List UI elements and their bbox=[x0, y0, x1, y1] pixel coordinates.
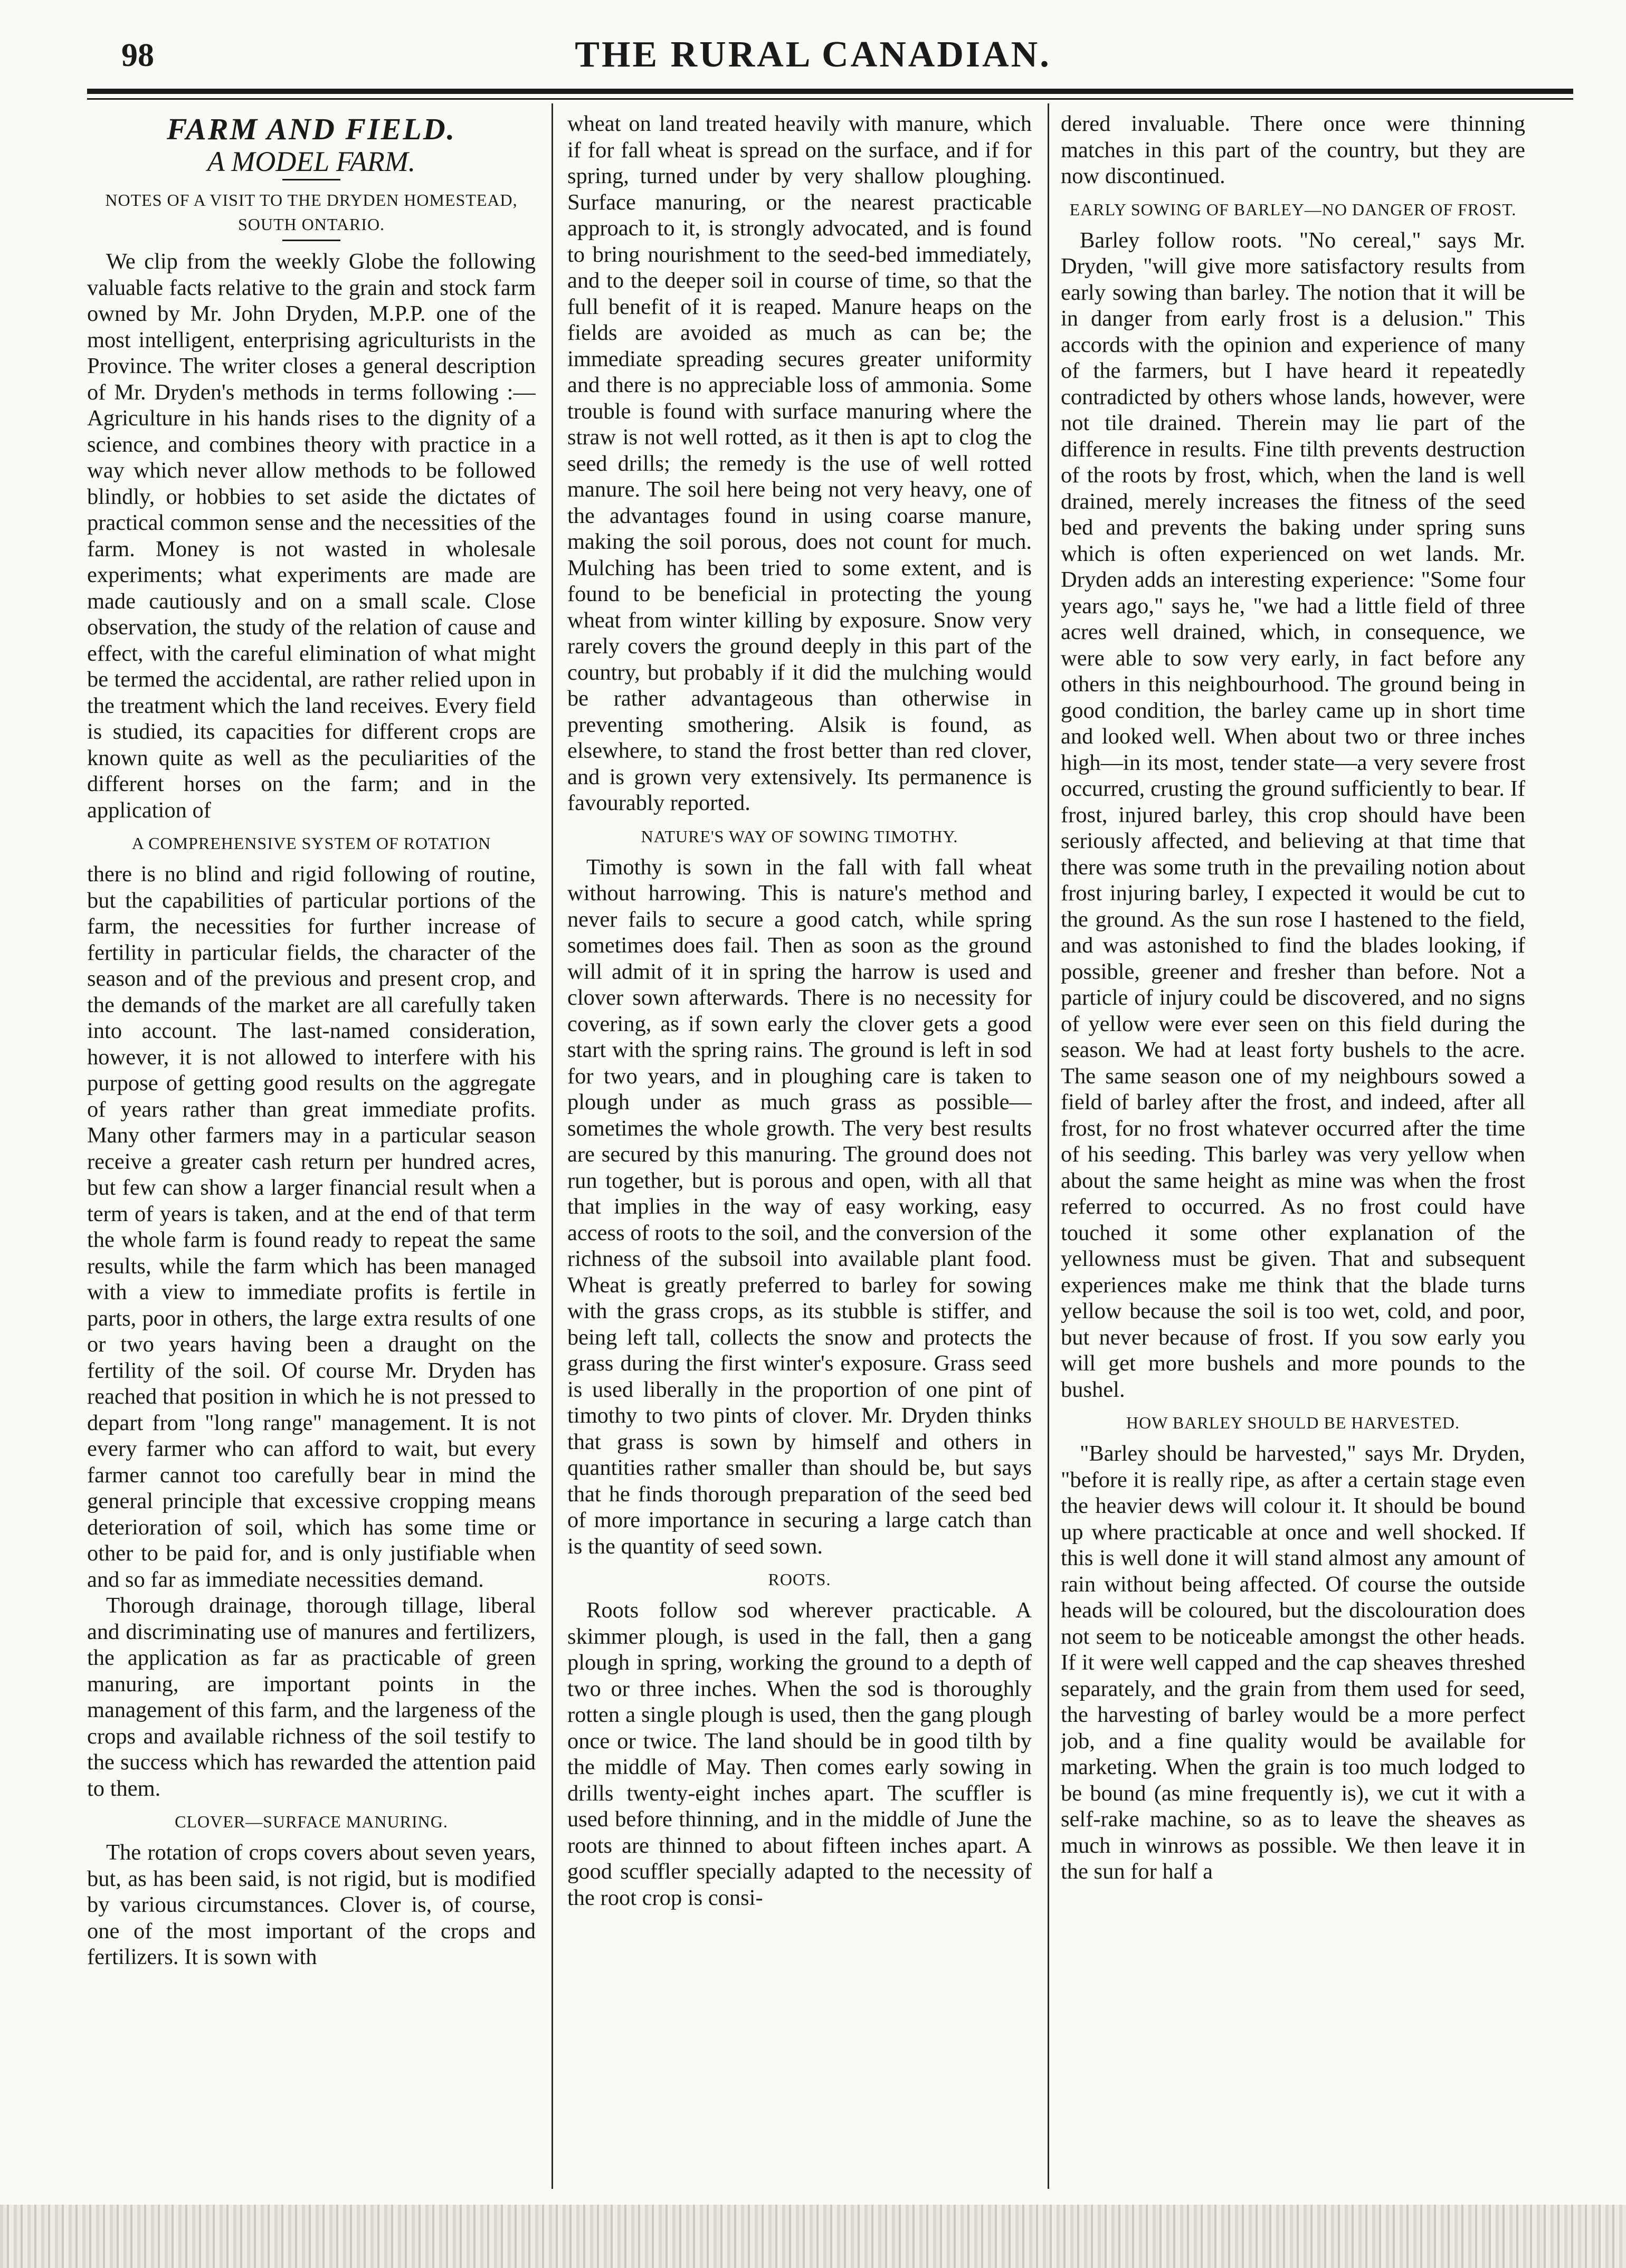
paragraph: Thorough drainage, thorough tillage, liberal and discriminating use of manures and fertilizers, the application as far as practicable of green manuring, are important points in the management of this farm, and the largeness of the crops and available richness of the soil testify to the success which has rewarded the attention paid to them. bbox=[87, 1593, 536, 1801]
subheading: EARLY SOWING OF BARLEY—NO DANGER OF FROST. bbox=[1069, 199, 1517, 219]
column-1 bbox=[87, 111, 536, 2184]
paragraph: Timothy is sown in the fall with fall wheat without harrowing. This is nature's method and never fails to secure a good catch, while spring sometimes does fail. Then as soon as the ground will admit of it in spring the harrow is used and clover sown afterwards. There is no necessity for covering, as if sown early the clover gets a good start with the spring rains. The ground is left in sod for two years, and in ploughing care is taken to plough under as much grass as possible—sometimes the whole growth. The very best results are secured by this manuring. The ground does not run together, but is porous and open, with all that that implies in the way of easy working, easy access of roots to the soil, and the conversion of the richness of the subsoil into available plant food. Wheat is greatly preferred to barley for sowing with the grass crops, as its stubble is stiffer, and being left tall, collects the snow and protects the grass during the first winter's exposure. Grass seed is used liberally in the proportion of one pint of timothy to two pints of clover. Mr. Dryden thinks that grass is sown by himself and others in quantities rather smaller than should be, but says that he finds thorough preparation of the seed bed of more importance in securing a large catch than is the quantity of seed sown. bbox=[567, 854, 1032, 1559]
subheading: A COMPREHENSIVE SYSTEM OF ROTATION bbox=[131, 834, 491, 853]
paragraph: The rotation of crops covers about seven years, but, as has been said, is not rigid, but is modified by various circumstances. Clover is, of course, one of the most important of the crops and fertilizers. It is sown with bbox=[87, 1840, 536, 1969]
page-number: 98 bbox=[121, 37, 154, 73]
column-3 bbox=[1061, 111, 1525, 2184]
paragraph: "Barley should be harvested," says Mr. Dryden, "before it is really ripe, as after a certain stage even the heavier dews will colour it. It should be bound up where practicable at once and well shocked. If this is well done it will stand almost any amount of rain without being affected. Of course the outside heads will be coloured, but the discolouration does not seem to be noticeable amongst the other heads. If it were well capped and the cap sheaves threshed separately, and the grain from them used for seed, the harvesting of barley would be a more perfect job, and a fine quality would be available for marketing. When the grain is too much lodged to be bound (as mine frequently is), we cut it with a self-rake machine, so as to leave the sheaves as much in winrows as possible. We then leave it in the sun for half a bbox=[1061, 1441, 1525, 1884]
paragraph: wheat on land treated heavily with manure, which if for fall wheat is spread on the surface, and if for spring, turned under by very shallow ploughing. Surface manuring, or the nearest practicable approach to it, is strongly advocated, and is found to bring nourishment to the seed-bed immediately, and to the deeper soil in course of time, so that the full benefit of it is reaped. Manure heaps on the fields are avoided as much as can be; the immediate spreading secures greater uniformity and there is no appreciable loss of ammonia. Some trouble is found with surface manuring where the straw is not well rotted, as it then is apt to clog the seed drills; the remedy is the use of well rotted manure. The soil here being not very heavy, one of the advantages found in using coarse manure, making the soil porous, does not count for much. Mulching has been tried to some extent, and is found to be beneficial in protecting the young wheat from winter killing by exposure. Snow very rarely covers the ground deeply in this part of the country, but probably if it did the mulching would be rather advantageous than otherwise in preventing smothering. Alsik is found, as elsewhere, to stand the frost better than red clover, and is grown very extensively. Its permanence is favourably reported. bbox=[567, 111, 1032, 815]
subheading: HOW BARLEY SHOULD BE HARVESTED. bbox=[1126, 1413, 1460, 1432]
subheading: ROOTS. bbox=[768, 1570, 831, 1589]
divider-rule bbox=[282, 179, 340, 180]
subheading: NATURE'S WAY OF SOWING TIMOTHY. bbox=[641, 826, 958, 846]
header-rule-thick bbox=[87, 89, 1573, 94]
article-title: A MODEL FARM. bbox=[207, 145, 416, 177]
paragraph: dered invaluable. There once were thinning matches in this part of the country, but they are now discontinued. bbox=[1061, 111, 1525, 188]
column-divider bbox=[551, 103, 553, 2189]
paragraph: Roots follow sod wherever practicable. A skimmer plough, is used in the fall, then a gang plough in spring, working the ground to a depth of two or three inches. When the sod is thoroughly rotten a single plough is used, then the gang plough once or twice. The land should be in good tilth by the middle of May. Then comes early sowing in drills twenty-eight inches apart. The scuffler is used before thinning, and in the middle of June the roots are thinned to about fifteen inches apart. A good scuffler specially adapted to the necessity of the root crop is consi- bbox=[567, 1598, 1032, 1910]
masthead-title: THE RURAL CANADIAN. bbox=[575, 34, 1051, 75]
divider-rule bbox=[282, 240, 340, 241]
paragraph: We clip from the weekly Globe the following valuable facts relative to the grain and stock farm owned by Mr. John Dryden, M.P.P. one of the most intelligent, enterprising agriculturists in the Province. The writer closes a general description of Mr. Dryden's methods in terms following :—Agriculture in his hands rises to the dignity of a science, and combines theory with practice in a way which never allow methods to be followed blindly, or hobbies to set aside the dictates of practical common sense and the necessities of the farm. Money is not wasted in wholesale experiments; what experiments are made are made cautiously and on a small scale. Close observation, the study of the relation of cause and effect, with the careful elimination of what might be termed the accidental, are rather relied upon in the treatment which the land receives. Every field is studied, its capacities for different crops are known quite as well as the peculiarities of the different horses on the farm; and in the application of bbox=[87, 249, 536, 823]
section-title: FARM AND FIELD. bbox=[166, 112, 457, 146]
scan-edge-band bbox=[0, 2205, 1626, 2268]
header-rule-thin bbox=[87, 98, 1573, 100]
subheading: CLOVER—SURFACE MANURING. bbox=[175, 1812, 448, 1831]
paragraph: there is no blind and rigid following of routine, but the capabilities of particular portions of the farm, the necessities for further increase of fertility in particular fields, the character of the season and of the previous and present crop, and the demands of the market are all carefully taken into account. The last-named consideration, however, it is not allowed to interfere with his purpose of getting good results on the aggregate of years rather than great immediate profits. Many other farmers may in a particular season receive a greater cash return per hundred acres, but few can show a larger financial result when a term of years is taken, and at the end of that term the whole farm is found ready to repeat the same results, while the farm which has been managed with a view to immediate profits is fertile in parts, poor in others, the large extra results of one or two years having been a draught on the fertility of the soil. Of course Mr. Dryden has reached that position in which he is not pressed to depart from "long range" management. It is not every farmer who can afford to wait, but every farmer cannot too carefully bear in mind the general principle that excessive cropping means deterioration of soil, which has some time or other to be paid for, and is only justifiable when and so far as immediate necessities demand. bbox=[87, 862, 536, 1592]
paragraph: Barley follow roots. "No cereal," says Mr. Dryden, "will give more satisfactory results from early sowing than barley. The notion that it will be in danger from early frost is a delusion." This accords with the opinion and experience of many of the farmers, but I have heard it repeatedly contradicted by others whose lands, however, were not tile drained. Therein may lie part of the difference in results. Fine tilth prevents destruction of the roots by frost, which, when the land is well drained, merely increases the fitness of the seed bed and prevents the baking under spring suns which is often experienced on wet lands. Mr. Dryden adds an interesting experience: "Some four years ago," says he, "we had a little field of three acres well drained, which, in consequence, we were able to sow very early, in fact before any others in this neighbourhood. The ground being in good condition, the barley came up in short time and looked well. When about two or three inches high—in its most, tender state—a very severe frost occurred, crusting the ground sufficiently to bear. If frost, injured barley, this crop should have been seriously affected, and believing at that time that there was some truth in the prevailing notion about frost injuring barley, I expected it would be cut to the ground. As the sun rose I hastened to the field, and was astonished to find the blades looking, if possible, greener and fresher than before. Not a particle of injury could be discovered, and no signs of yellow were ever seen on this field during the season. We had at least forty bushels to the acre. The same season one of my neighbours sowed a field of barley after the frost, and indeed, after all frost, for no frost whatever occurred after the time of his seeding. This barley was very yellow when about the same height as mine was when the frost referred to occurred. As no frost could have touched it some other explanation of the yellowness must be given. That and subsequent experiences make me think that the blade turns yellow because the soil is too wet, cold, and poor, but never because of frost. If you sow early you will get more bushels and more pounds to the bushel. bbox=[1061, 227, 1525, 1402]
article-subtitle: NOTES OF A VISIT TO THE DRYDEN HOMESTEAD, SOUTH ONTARIO. bbox=[105, 190, 518, 234]
column-2 bbox=[567, 111, 1032, 2184]
column-divider bbox=[1048, 103, 1049, 2189]
